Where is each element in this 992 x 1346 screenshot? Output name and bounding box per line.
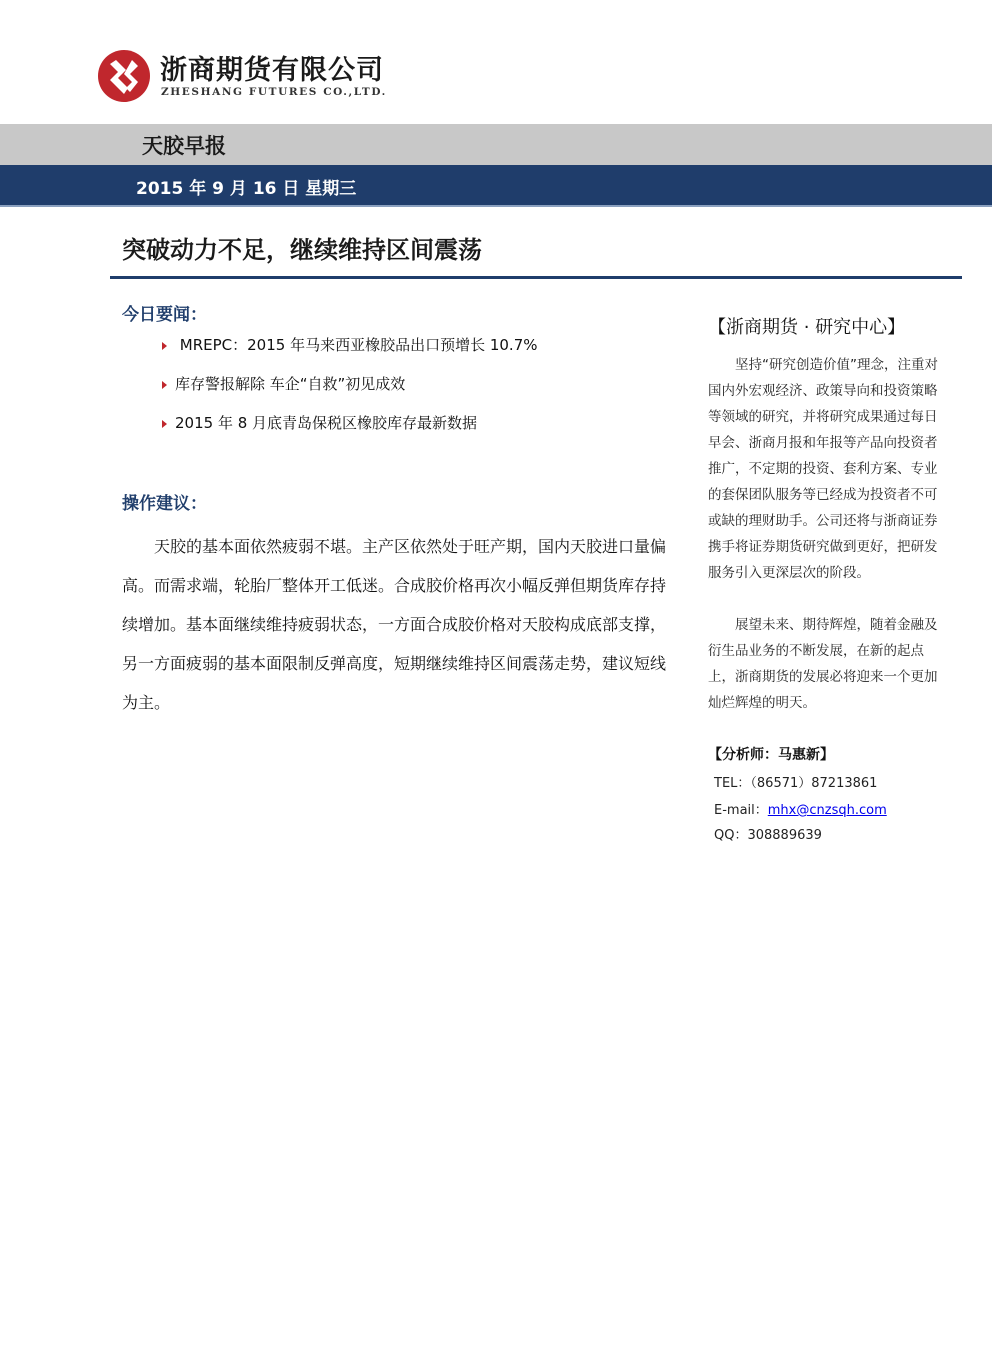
company-logo-icon bbox=[96, 48, 152, 104]
analyst-email-row bbox=[714, 799, 887, 818]
news-item-text: MREPC：2015 年马来西亚橡胶品出口预增长 10.7% bbox=[175, 336, 538, 354]
sidebar-intro: 坚持“研究创造价值”理念，注重对国内外宏观经济、政策导向和投资策略等领域的研究，并将研究成果通过每日早会、浙商月报和年报等产品向投资者推广，不定期的投资、套利方案、专业的套保团队服务等已经成为投资者不可或缺的理财助手。公司还将与浙商证券携手将证券期货研究做到更好，把研发服务引入更深层次的阶段。 bbox=[708, 357, 938, 581]
report-title-band bbox=[0, 124, 992, 165]
bullet-icon bbox=[162, 381, 167, 389]
advice-heading: 操作建议： bbox=[122, 494, 207, 514]
date-band bbox=[0, 165, 992, 207]
news-item[interactable] bbox=[162, 412, 538, 451]
news-heading: 今日要闻： bbox=[122, 305, 207, 325]
news-list bbox=[162, 334, 538, 451]
advice-body: 天胶的基本面依然疲弱不堪。主产区依然处于旺产期，国内天胶进口量偏高。而需求端，轮胎厂整体开工低迷。合成胶价格再次小幅反弹但期货库存持续增加。基本面继续维持疲弱状态，一方面合成胶价格对天胶构成底部支撑，另一方面疲弱的基本面限制反弹高度，短期继续维持区间震荡走势，建议短线为主。 bbox=[122, 537, 667, 712]
headline-divider bbox=[110, 276, 962, 279]
news-item[interactable] bbox=[162, 334, 538, 373]
news-item-text: 库存警报解除 车企“自救”初见成效 bbox=[175, 375, 406, 393]
report-title: 天胶早报 bbox=[142, 134, 226, 158]
company-logo bbox=[96, 46, 386, 106]
analyst-email-link[interactable]: mhx@cnzsqh.com bbox=[767, 803, 887, 818]
sidebar-outlook: 展望未来、期待辉煌，随着金融及衍生品业务的不断发展，在新的起点上，浙商期货的发展必将迎来一个更加灿烂辉煌的明天。 bbox=[708, 617, 938, 711]
analyst-qq: QQ：308889639 bbox=[714, 828, 822, 843]
company-name-en: ZHESHANG FUTURES CO.,LTD. bbox=[161, 86, 387, 98]
sidebar-title: 【浙商期货 · 研究中心】 bbox=[708, 317, 906, 338]
news-item-text: 2015 年 8 月底青岛保税区橡胶库存最新数据 bbox=[175, 414, 478, 432]
report-date: 2015 年 9 月 16 日 星期三 bbox=[136, 179, 357, 199]
headline: 突破动力不足，继续维持区间震荡 bbox=[122, 236, 482, 264]
analyst-tel: TEL：（86571）87213861 bbox=[714, 776, 878, 791]
email-label: E-mail： bbox=[714, 803, 768, 818]
company-name-cn: 浙商期货有限公司 bbox=[160, 55, 384, 86]
news-item[interactable] bbox=[162, 373, 538, 412]
analyst-title: 【分析师：马惠新】 bbox=[708, 747, 834, 763]
bullet-icon bbox=[162, 420, 167, 428]
bullet-icon bbox=[162, 342, 167, 350]
